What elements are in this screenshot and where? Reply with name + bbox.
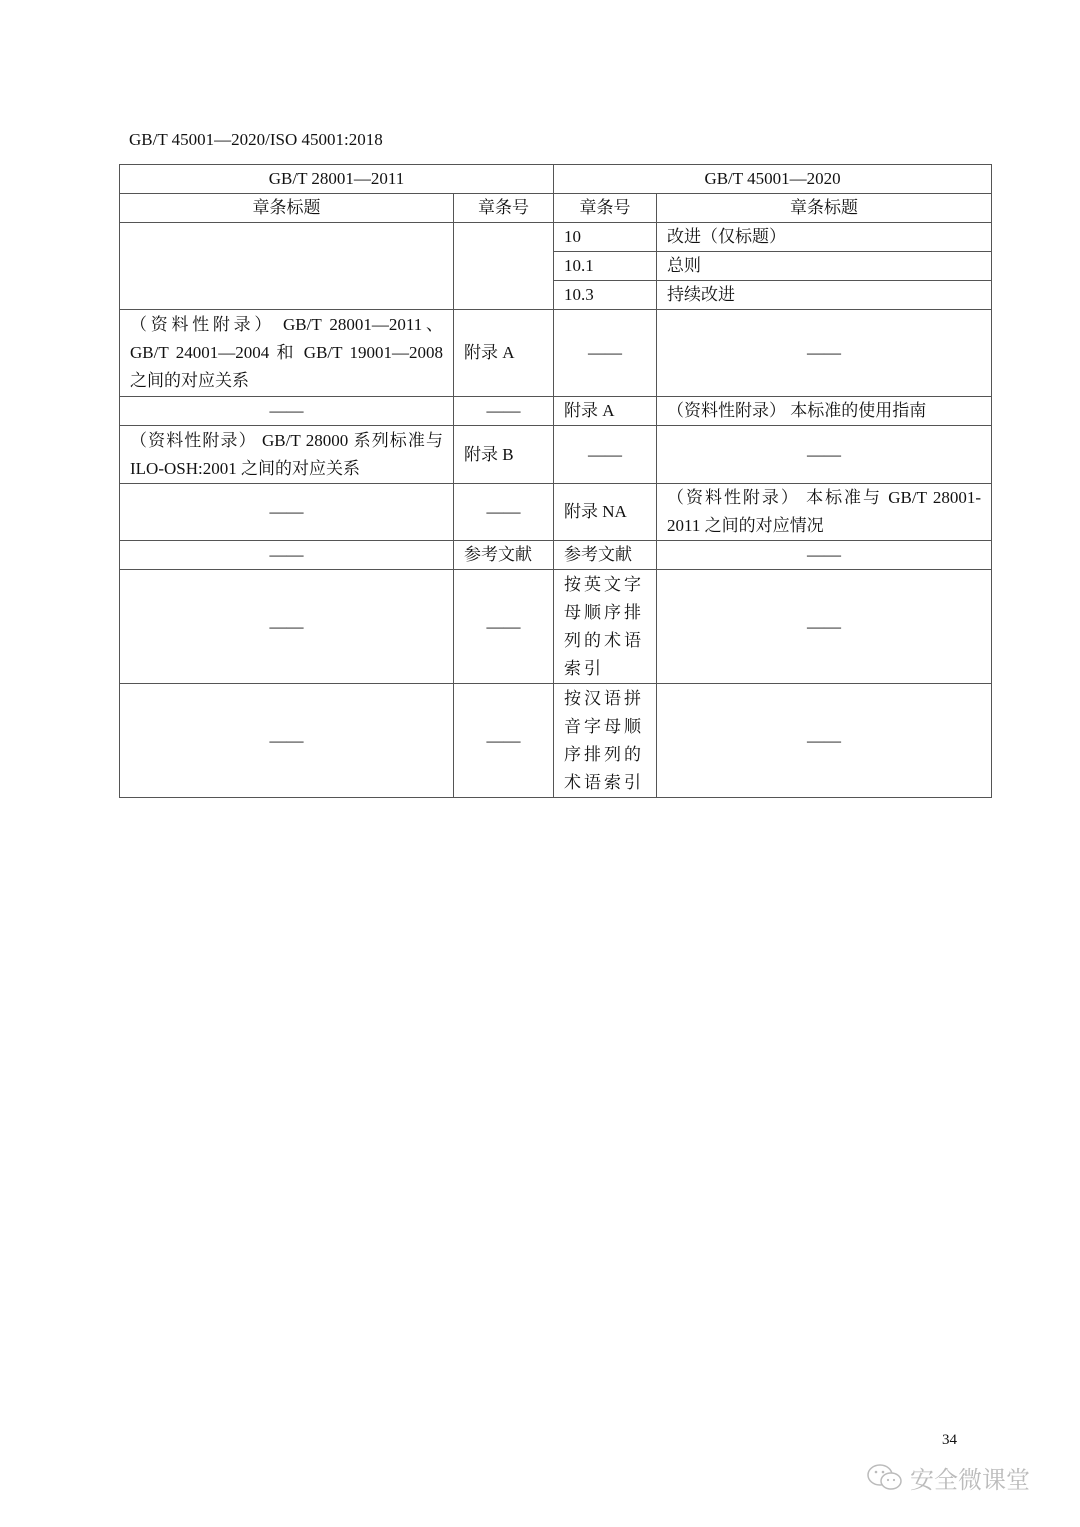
new-no-cell: 10: [554, 223, 657, 252]
old-title-cell: （资料性附录） GB/T 28001—2011、GB/T 24001—2004 和 GB/T 19001—2008 之间的对应关系: [120, 310, 454, 397]
watermark-text: 安全微课堂: [910, 1466, 1030, 1494]
old-title-cell: ——: [120, 541, 454, 570]
old-no-cell: ——: [454, 397, 554, 426]
page-number: 34: [942, 1432, 957, 1448]
col-new-title: 章条标题: [657, 194, 992, 223]
new-title-cell: ——: [657, 426, 992, 484]
new-no-cell: ——: [554, 426, 657, 484]
table-row: [120, 426, 992, 484]
old-no-cell: 参考文献: [454, 541, 554, 570]
old-title-cell: ——: [120, 570, 454, 684]
table-row: [120, 484, 992, 541]
line: 列的术语: [564, 630, 645, 650]
new-title-cell: ——: [657, 310, 992, 397]
table-row: [120, 397, 992, 426]
old-title-cell: [120, 223, 454, 310]
old-no-cell: [454, 223, 554, 310]
group-new-standard: GB/T 45001—2020: [554, 165, 992, 194]
line: 按汉语拼: [564, 688, 645, 708]
old-title-cell: （资料性附录） GB/T 28000 系列标准与 ILO-OSH:2001 之间的对应关系: [120, 426, 454, 484]
new-no-cell: 10.3: [554, 281, 657, 310]
old-no-cell: ——: [454, 484, 554, 541]
new-no-cell: 10.1: [554, 252, 657, 281]
wechat-icon: [866, 1463, 904, 1493]
old-title-cell: ——: [120, 397, 454, 426]
correspondence-table: [119, 164, 992, 798]
old-title-cell: ——: [120, 484, 454, 541]
old-no-cell: ——: [454, 570, 554, 684]
table-column-header-row: [120, 194, 992, 223]
line: 术语索引: [564, 772, 645, 792]
col-old-no: 章条号: [454, 194, 554, 223]
old-no-cell: ——: [454, 684, 554, 798]
new-title-cell: ——: [657, 684, 992, 798]
new-title-cell: （资料性附录） 本标准与 GB/T 28001-2011 之间的对应情况: [657, 484, 992, 541]
new-title-cell: ——: [657, 541, 992, 570]
new-no-cell: [554, 570, 657, 684]
new-no-cell: 附录 A: [554, 397, 657, 426]
table-group-header-row: [120, 165, 992, 194]
table-row: [120, 223, 992, 252]
line: 音字母顺: [564, 716, 645, 736]
new-no-cell: [554, 684, 657, 798]
new-title-cell: （资料性附录） 本标准的使用指南: [657, 397, 992, 426]
new-title-cell: 持续改进: [657, 281, 992, 310]
old-title-cell: ——: [120, 684, 454, 798]
running-header: GB/T 45001—2020/ISO 45001:2018: [129, 130, 383, 149]
line: 索引: [564, 658, 605, 678]
group-old-standard: GB/T 28001—2011: [120, 165, 554, 194]
line: 序排列的: [564, 744, 645, 764]
table-row: [120, 570, 992, 684]
old-no-cell: 附录 A: [454, 310, 554, 397]
new-no-cell: 参考文献: [554, 541, 657, 570]
col-old-title: 章条标题: [120, 194, 454, 223]
new-no-cell: 附录 NA: [554, 484, 657, 541]
old-no-cell: 附录 B: [454, 426, 554, 484]
table-row: [120, 684, 992, 798]
new-no-cell: ——: [554, 310, 657, 397]
line: 母顺序排: [564, 602, 645, 622]
watermark: [866, 1460, 1030, 1495]
new-title-cell: 改进（仅标题）: [657, 223, 992, 252]
new-title-cell: 总则: [657, 252, 992, 281]
col-new-no: 章条号: [554, 194, 657, 223]
table-row: [120, 310, 992, 397]
table-row: [120, 541, 992, 570]
line: 按英文字: [564, 574, 645, 594]
new-title-cell: ——: [657, 570, 992, 684]
